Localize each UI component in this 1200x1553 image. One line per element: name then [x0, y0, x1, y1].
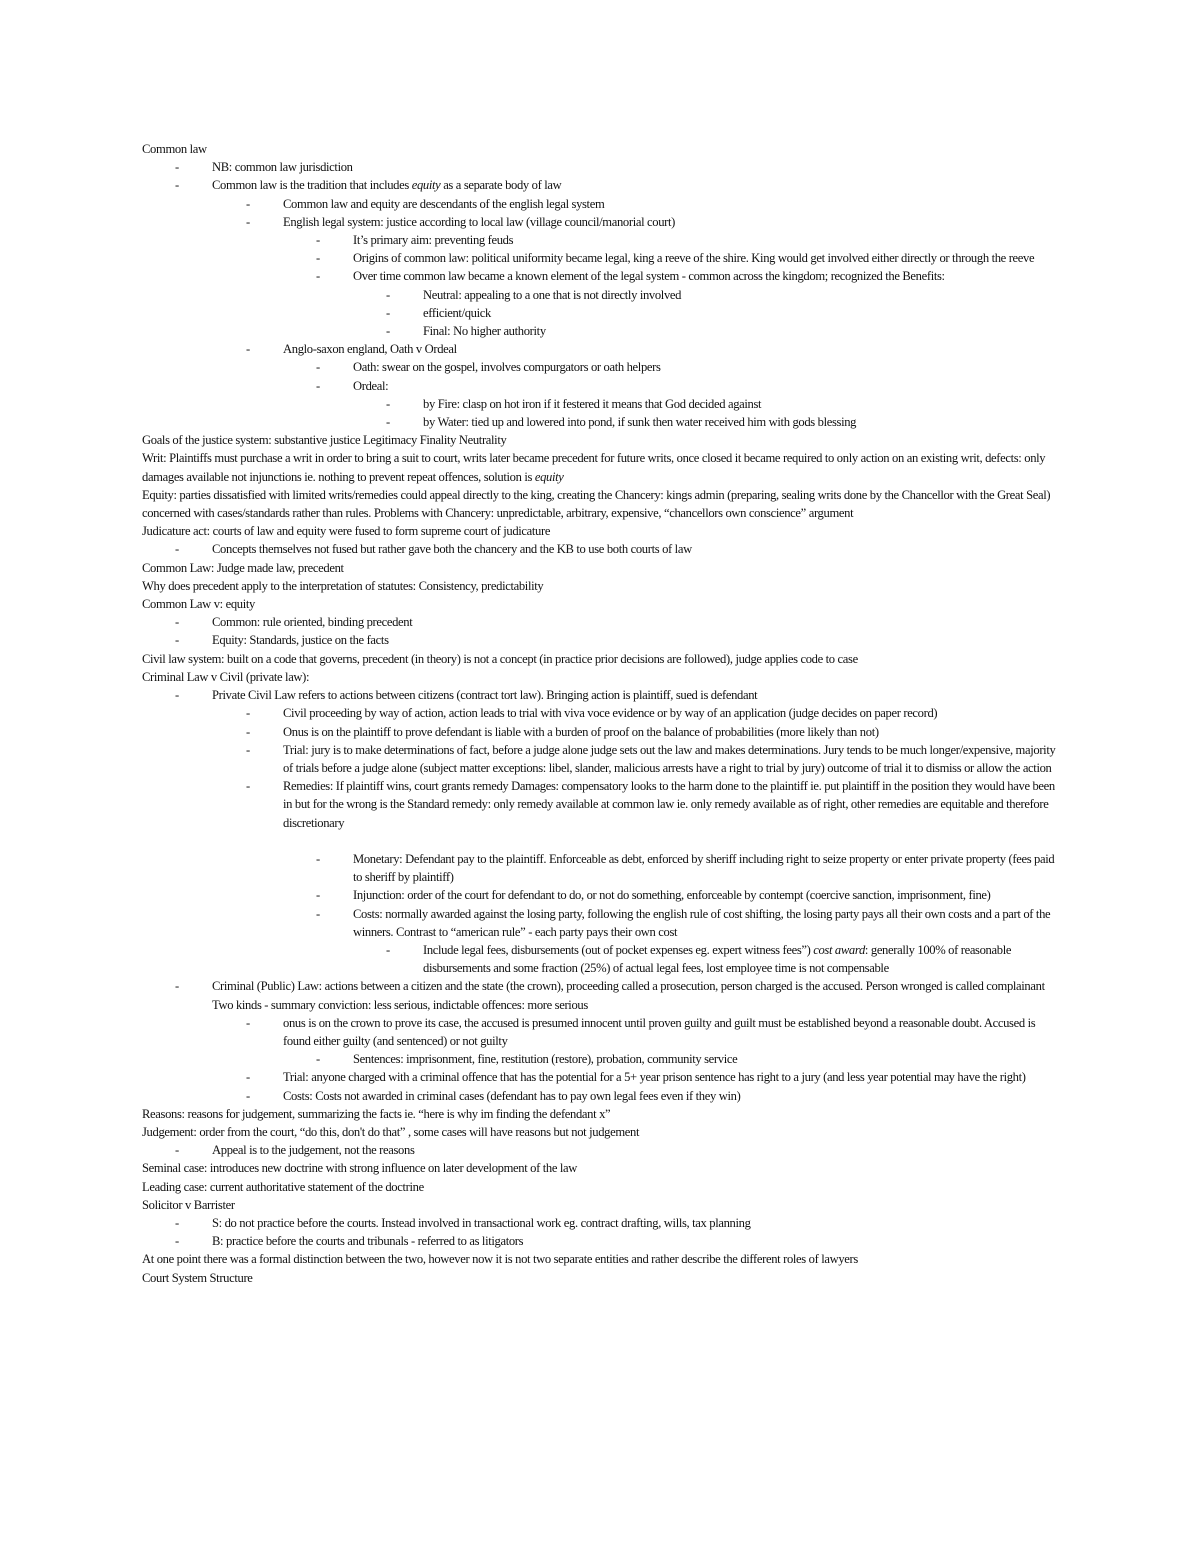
bullet-dash: -: [386, 287, 390, 302]
paragraph: Leading case: current authoritative statement of the doctrine: [142, 1179, 424, 1194]
bullet-dash: -: [246, 724, 250, 739]
paragraph: Judgement: order from the court, “do this, don't do that” , some cases will have reasons but not judgement: [142, 1124, 640, 1139]
list-item: - Injunction: order of the court for defendant to do, or not do something, enforceable by contempt (coercive sanction, imprisonment, fine): [142, 886, 1062, 904]
bullet-dash: -: [246, 196, 250, 211]
list-item: - Concepts themselves not fused but rather gave both the chancery and the KB to use both courts of law: [142, 540, 1062, 558]
list-item: - Include legal fees, disbursements (out of pocket expenses eg. expert witness fees”) cost award: generally 100% of reasonable disbursements and some fraction (25%) of actual legal fees, lost employee time is not compensable: [386, 942, 1012, 976]
bullet-dash: -: [175, 688, 179, 703]
list-item: - Common law is the tradition that includes equity as a separate body of law: [142, 176, 1062, 194]
bullet-dash: -: [246, 742, 250, 757]
bullet-dash: -: [316, 360, 320, 375]
blank-line: [142, 832, 1062, 850]
bullet-dash: -: [386, 324, 390, 339]
paragraph: Seminal case: introduces new doctrine with strong influence on later development of the law: [142, 1161, 578, 1176]
paragraph: Judicature act: courts of law and equity were fused to form supreme court of judicature: [142, 524, 551, 539]
bullet-dash: -: [246, 214, 250, 229]
bullet-dash: -: [316, 378, 320, 393]
paragraph: Equity: parties dissatisfied with limited writs/remedies could appeal directly to the king, creating the Chancery: kings admin (preparing, sealing writs done by the Chancellor with the Great Seal) concerned with cases/standards rather than rules. Problems with Chancery: unpredictable, arbitrary, expensive, “chancellors own conscience” argument: [142, 487, 1051, 521]
bullet-dash: -: [175, 178, 179, 193]
list-item: - onus is on the crown to prove its case, the accused is presumed innocent until proven guilty and guilt must be established beyond a reasonable doubt. Accused is found either guilty (and sentenced) or not guilty: [246, 1015, 1036, 1048]
paragraph: Why does precedent apply to the interpretation of statutes: Consistency, predictability: [142, 578, 544, 593]
list-item: - Trial: jury is to make determinations of fact, before a judge alone judge sets out the law and makes determinations. Jury tends to be much longer/expensive, majority of trials before a judge alone (subject matter exceptions: libel, slander, malicious arrests have a right to trial by jury) outcome of trial it to dismiss or allow the action: [246, 742, 1056, 775]
list-item: - It’s primary aim: preventing feuds: [142, 231, 1062, 249]
list-item: - Over time common law became a known element of the legal system - common across the kingdom; recognized the Benefits:: [142, 267, 1062, 285]
list-item: - by Water: tied up and lowered into pond, if sunk then water received him with gods blessing: [142, 413, 1062, 431]
paragraph: Writ: Plaintiffs must purchase a writ in order to bring a suit to court, writs later became precedent for future writs, once closed it became required to only action on an existing writ, defects: only damages available not injunctions ie. nothing to prevent repeat offences, solution is equity: [142, 451, 1046, 484]
paragraph: Civil law system: built on a code that governs, precedent (in theory) is not a concept (in practice prior decisions are followed), judge applies code to case: [142, 651, 858, 666]
list-item: - Common law and equity are descendants of the english legal system: [142, 195, 1062, 213]
bullet-dash: -: [246, 1015, 250, 1030]
list-item: - English legal system: justice according to local law (village council/manorial court): [142, 213, 1062, 231]
list-item: - B: practice before the courts and tribunals - referred to as litigators: [142, 1232, 1062, 1250]
paragraph: Goals of the justice system: substantive justice Legitimacy Finality Neutrality: [142, 433, 507, 448]
list-item: - S: do not practice before the courts. Instead involved in transactional work eg. contract drafting, wills, tax planning: [142, 1214, 1062, 1232]
list-item: - Equity: Standards, justice on the facts: [142, 631, 1062, 649]
bullet-dash: -: [316, 888, 320, 903]
paragraph: Solicitor v Barrister: [142, 1197, 235, 1212]
list-item: - Private Civil Law refers to actions between citizens (contract tort law). Bringing action is plaintiff, sued is defendant: [142, 686, 1062, 704]
bullet-dash: -: [246, 342, 250, 357]
list-item: - Neutral: appealing to a one that is not directly involved: [142, 286, 1062, 304]
list-item: - Anglo-saxon england, Oath v Ordeal: [142, 340, 1062, 358]
heading-court-system: Court System Structure: [142, 1270, 253, 1285]
paragraph: Reasons: reasons for judgement, summarizing the facts ie. “here is why im finding the defendant x”: [142, 1106, 611, 1121]
bullet-dash: -: [316, 906, 320, 921]
heading-common-law: Common law: [142, 142, 207, 156]
bullet-dash: -: [316, 251, 320, 266]
list-item: - Trial: anyone charged with a criminal offence that has the potential for a 5+ year prison sentence has right to a jury (and less year potential may have the right): [142, 1068, 1062, 1086]
list-item: - Criminal (Public) Law: actions between a citizen and the state (the crown), proceeding called a prosecution, person charged is the accused. Person wronged is called complainant Two kinds - summary conviction: less serious, indictable offences: more serious: [175, 979, 1045, 1012]
list-item: - Costs: Costs not awarded in criminal cases (defendant has to pay own legal fees even if they win): [142, 1087, 1062, 1105]
bullet-dash: -: [175, 979, 179, 994]
paragraph: Criminal Law v Civil (private law):: [142, 669, 310, 684]
bullet-dash: -: [175, 160, 179, 175]
bullet-dash: -: [316, 269, 320, 284]
bullet-dash: -: [386, 305, 390, 320]
bullet-dash: -: [175, 1234, 179, 1249]
bullet-dash: -: [175, 1143, 179, 1158]
list-item: - by Fire: clasp on hot iron if it festered it means that God decided against: [142, 395, 1062, 413]
list-item: - NB: common law jurisdiction: [142, 158, 1062, 176]
list-item: - Costs: normally awarded against the losing party, following the english rule of cost shifting, the losing party pays all their own costs and a part of the winners. Contrast to “american rule” - each party pays their own cost: [316, 906, 1051, 939]
list-item: - Monetary: Defendant pay to the plaintiff. Enforceable as debt, enforced by sheriff including right to seize property or enter private property (fees paid to sheriff by plaintiff): [316, 851, 1055, 885]
notes-body: [142, 140, 1062, 1287]
bullet-dash: -: [246, 706, 250, 721]
bullet-dash: -: [246, 779, 250, 794]
paragraph: Common Law: Judge made law, precedent: [142, 560, 344, 575]
bullet-dash: -: [175, 633, 179, 648]
bullet-dash: -: [316, 851, 320, 866]
list-item: - Onus is on the plaintiff to prove defendant is liable with a burden of proof on the balance of probabilities (more likely than not): [142, 723, 1062, 741]
list-item: - Common: rule oriented, binding precedent: [142, 613, 1062, 631]
list-item: - Civil proceeding by way of action, action leads to trial with viva voce evidence or by way of an application (judge decides on paper record): [142, 704, 1062, 722]
paragraph: At one point there was a formal distinction between the two, however now it is not two separate entities and rather describe the different roles of lawyers: [142, 1252, 858, 1267]
bullet-dash: -: [175, 542, 179, 557]
bullet-dash: -: [316, 1052, 320, 1067]
list-item: - Oath: swear on the gospel, involves compurgators or oath helpers: [142, 358, 1062, 376]
bullet-dash: -: [386, 415, 390, 430]
bullet-dash: -: [175, 615, 179, 630]
list-item: - Ordeal:: [142, 377, 1062, 395]
bullet-dash: -: [386, 942, 390, 957]
paragraph: Common Law v: equity: [142, 597, 255, 612]
list-item: - efficient/quick: [142, 304, 1062, 322]
list-item: - Sentences: imprisonment, fine, restitution (restore), probation, community service: [142, 1050, 1062, 1068]
list-item: - Appeal is to the judgement, not the reasons: [142, 1141, 1062, 1159]
list-item: - Remedies: If plaintiff wins, court grants remedy Damages: compensatory looks to the harm done to the plaintiff ie. put plaintiff in the position they would have been in but for the wrong is the Standard remedy: only remedy available at common law ie. only remedy available as of right, other remedies are equitable and therefore discretionary: [246, 779, 1055, 830]
list-item: - Final: No higher authority: [142, 322, 1062, 340]
bullet-dash: -: [386, 396, 390, 411]
bullet-dash: -: [246, 1070, 250, 1085]
bullet-dash: -: [316, 233, 320, 248]
list-item: - Origins of common law: political uniformity became legal, king a reeve of the shire. King would get involved either directly or through the reeve: [142, 249, 1062, 267]
bullet-dash: -: [246, 1088, 250, 1103]
bullet-dash: -: [175, 1215, 179, 1230]
